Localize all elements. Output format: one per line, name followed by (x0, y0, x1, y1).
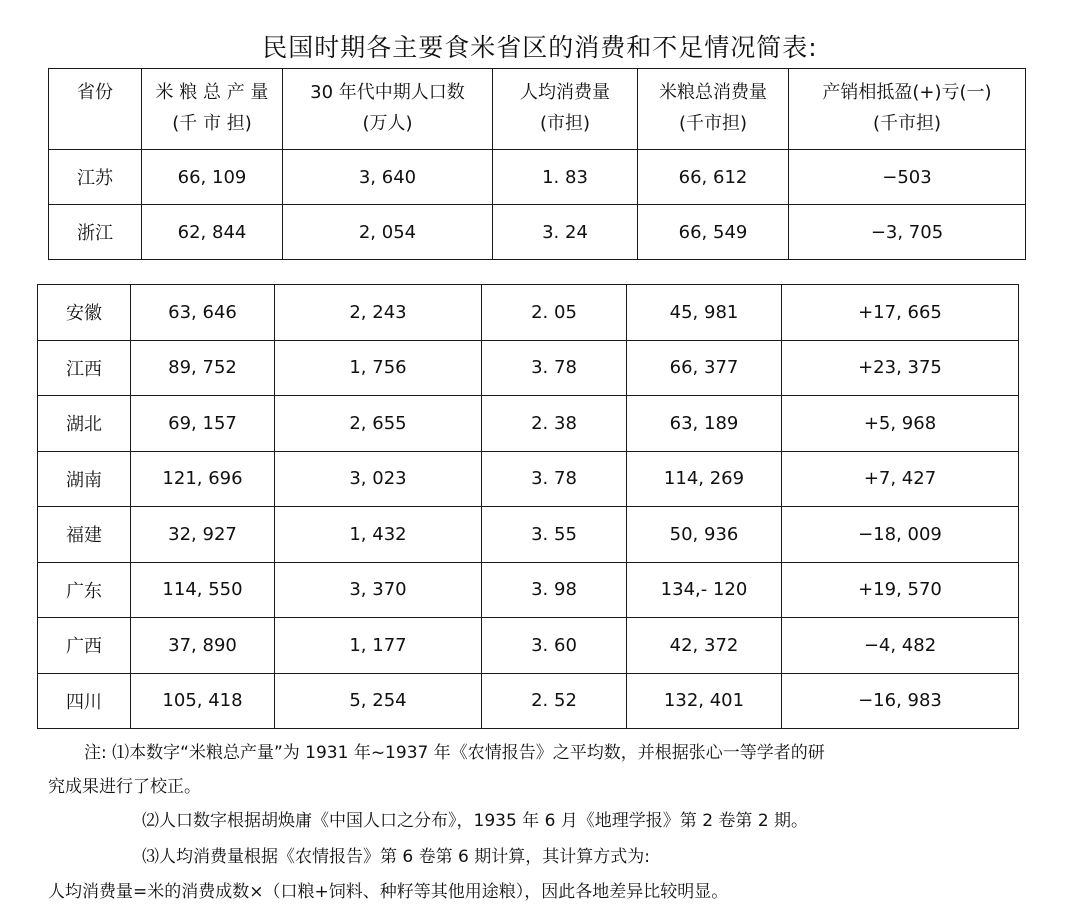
table-top (48, 68, 1026, 260)
note-3: ⑶人均消费量根据《农情报告》第 6 卷第 6 期计算，其计算方式为: (142, 847, 650, 867)
table-title: 民国时期各主要食米省区的消费和不足情况简表: (262, 33, 818, 62)
cell-population: 1, 177 (275, 618, 482, 674)
cell-per-capita: 3. 78 (482, 451, 627, 507)
cell-balance: +17, 665 (782, 285, 1019, 341)
header-population: 30 年代中期人口数 (万人) (283, 69, 493, 150)
cell-population: 3, 640 (283, 150, 493, 205)
table-row (38, 340, 1019, 396)
table-row (49, 150, 1026, 205)
cell-population: 5, 254 (275, 673, 482, 729)
header-per-capita: 人均消费量 (市担) (493, 69, 638, 150)
note-formula: 人均消费量=米的消费成数×（口粮+饲料、种籽等其他用途粮），因此各地差异比较明显。 (48, 882, 729, 902)
cell-production: 121, 696 (131, 451, 275, 507)
cell-per-capita: 2. 05 (482, 285, 627, 341)
table-row (38, 618, 1019, 674)
cell-production: 63, 646 (131, 285, 275, 341)
cell-per-capita: 2. 52 (482, 673, 627, 729)
cell-production: 69, 157 (131, 396, 275, 452)
cell-balance: −18, 009 (782, 507, 1019, 563)
cell-balance: +19, 570 (782, 562, 1019, 618)
cell-province: 浙江 (49, 205, 142, 260)
cell-consumption: 132, 401 (627, 673, 782, 729)
cell-consumption: 63, 189 (627, 396, 782, 452)
cell-population: 3, 370 (275, 562, 482, 618)
note-1-line-2: 究成果进行了校正。 (48, 777, 201, 797)
table-row (38, 285, 1019, 341)
cell-balance: +23, 375 (782, 340, 1019, 396)
cell-per-capita: 1. 83 (493, 150, 638, 205)
cell-production: 105, 418 (131, 673, 275, 729)
table-row (38, 673, 1019, 729)
table-row (38, 396, 1019, 452)
cell-population: 3, 023 (275, 451, 482, 507)
table-header-row (49, 69, 1026, 150)
cell-population: 1, 432 (275, 507, 482, 563)
cell-province: 湖南 (38, 451, 131, 507)
header-province: 省份 (49, 69, 142, 150)
cell-consumption: 114, 269 (627, 451, 782, 507)
table-row (38, 507, 1019, 563)
cell-production: 114, 550 (131, 562, 275, 618)
cell-production: 37, 890 (131, 618, 275, 674)
table-row (38, 451, 1019, 507)
cell-balance: −503 (789, 150, 1026, 205)
cell-consumption: 42, 372 (627, 618, 782, 674)
cell-production: 32, 927 (131, 507, 275, 563)
cell-consumption: 66, 612 (638, 150, 789, 205)
cell-province: 湖北 (38, 396, 131, 452)
cell-per-capita: 3. 24 (493, 205, 638, 260)
cell-province: 四川 (38, 673, 131, 729)
cell-consumption: 66, 549 (638, 205, 789, 260)
cell-province: 福建 (38, 507, 131, 563)
cell-per-capita: 3. 60 (482, 618, 627, 674)
cell-province: 广东 (38, 562, 131, 618)
cell-per-capita: 3. 78 (482, 340, 627, 396)
table-bottom (37, 284, 1019, 729)
cell-consumption: 66, 377 (627, 340, 782, 396)
cell-production: 66, 109 (142, 150, 283, 205)
header-production: 米 粮 总 产 量 (千 市 担) (142, 69, 283, 150)
cell-production: 89, 752 (131, 340, 275, 396)
cell-population: 2, 054 (283, 205, 493, 260)
cell-per-capita: 3. 98 (482, 562, 627, 618)
cell-balance: +5, 968 (782, 396, 1019, 452)
cell-population: 1, 756 (275, 340, 482, 396)
cell-per-capita: 3. 55 (482, 507, 627, 563)
cell-per-capita: 2. 38 (482, 396, 627, 452)
cell-balance: +7, 427 (782, 451, 1019, 507)
cell-province: 江西 (38, 340, 131, 396)
cell-population: 2, 655 (275, 396, 482, 452)
cell-balance: −3, 705 (789, 205, 1026, 260)
cell-province: 安徽 (38, 285, 131, 341)
note-1-line-1: 注: ⑴本数字“米粮总产量”为 1931 年~1937 年《农情报告》之平均数，并根据张心一等学者的研 (84, 743, 825, 763)
cell-province: 江苏 (49, 150, 142, 205)
header-consumption: 米粮总消费量 (千市担) (638, 69, 789, 150)
cell-balance: −16, 983 (782, 673, 1019, 729)
cell-balance: −4, 482 (782, 618, 1019, 674)
cell-production: 62, 844 (142, 205, 283, 260)
table-row (38, 562, 1019, 618)
cell-consumption: 134,- 120 (627, 562, 782, 618)
cell-consumption: 45, 981 (627, 285, 782, 341)
note-2: ⑵人口数字根据胡焕庸《中国人口之分布》，1935 年 6 月《地理学报》第 2 卷第 2 期。 (142, 811, 809, 831)
cell-population: 2, 243 (275, 285, 482, 341)
table-row (49, 205, 1026, 260)
header-balance: 产销相抵盈(+)亏(一) (千市担) (789, 69, 1026, 150)
cell-consumption: 50, 936 (627, 507, 782, 563)
cell-province: 广西 (38, 618, 131, 674)
